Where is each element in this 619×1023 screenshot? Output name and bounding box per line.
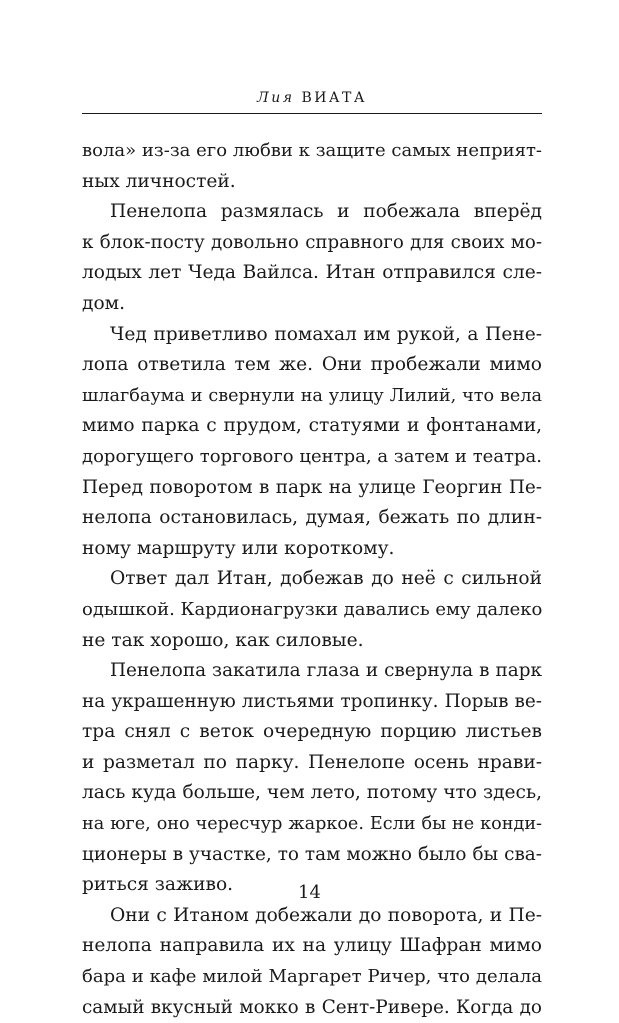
- text-line: одышкой. Кардионагрузки давались ему далеко: [82, 598, 543, 620]
- text-line: мимо парка с прудом, статуями и фонтанами,: [82, 415, 542, 437]
- text-line: лась куда больше, чем лето, потому что здесь,: [82, 782, 542, 804]
- text-line: дорогущего торгового центра, а затем и театра.: [82, 445, 542, 467]
- text-line: риться заживо.: [82, 874, 234, 896]
- text-line: к блок-посту довольно справного для своих мо-: [82, 231, 542, 253]
- header-rule: [82, 113, 542, 114]
- text-line: Ответ дал Итан, добежав до неё с сильной: [110, 568, 542, 590]
- page-number: 14: [298, 882, 321, 903]
- text-line: лодых лет Чеда Вайлса. Итан отправился сле-: [82, 262, 542, 284]
- text-line: ных личностей.: [82, 170, 236, 192]
- text-line: Перед поворотом в парк на улице Георгин Пе-: [82, 476, 542, 498]
- text-line: лопа ответила тем же. Они пробежали мимо: [82, 354, 542, 376]
- text-line: нелопа направила их на улицу Шафран мимо: [82, 935, 542, 957]
- text-line: ному маршруту или короткому.: [82, 537, 395, 559]
- text-line: Пенелопа размялась и побежала вперёд: [110, 201, 542, 223]
- text-line: вола» из-за его любви к защите самых неприят-: [82, 140, 542, 161]
- text-line: Пенелопа закатила глаза и свернула в парк: [110, 660, 542, 682]
- text-line: Чед приветливо помахал им рукой, а Пене-: [110, 323, 542, 345]
- author-first-name: Лия: [257, 90, 295, 106]
- author-last-name: ВИАТА: [301, 90, 367, 106]
- text-line: шлагбаума и свернули на улицу Лилий, что вела: [82, 385, 542, 406]
- text-line: тра снял с веток очередную порцию листьев: [82, 721, 542, 743]
- text-line: и разметал по парку. Пенелопе осень нрави-: [82, 751, 542, 773]
- text-line: ционеры в участке, то там можно было бы сва-: [82, 843, 542, 865]
- text-line: дом.: [82, 292, 126, 314]
- text-line: на украшенную листьями тропинку. Порыв ве-: [82, 690, 542, 712]
- text-line: бара и кафе милой Маргарет Ричер, что делала: [82, 966, 542, 988]
- text-line: не так хорошо, как силовые.: [82, 629, 364, 651]
- text-line: нелопа остановилась, думая, бежать по длин-: [82, 507, 542, 529]
- text-line: на юге, оно чересчур жаркое. Если бы не конди-: [82, 814, 542, 835]
- running-head: [82, 90, 542, 106]
- text-line: Они с Итаном добежали до поворота, и Пе-: [110, 904, 542, 926]
- text-line: самый вкусный мокко в Сент-Ривере. Когда до: [82, 996, 542, 1018]
